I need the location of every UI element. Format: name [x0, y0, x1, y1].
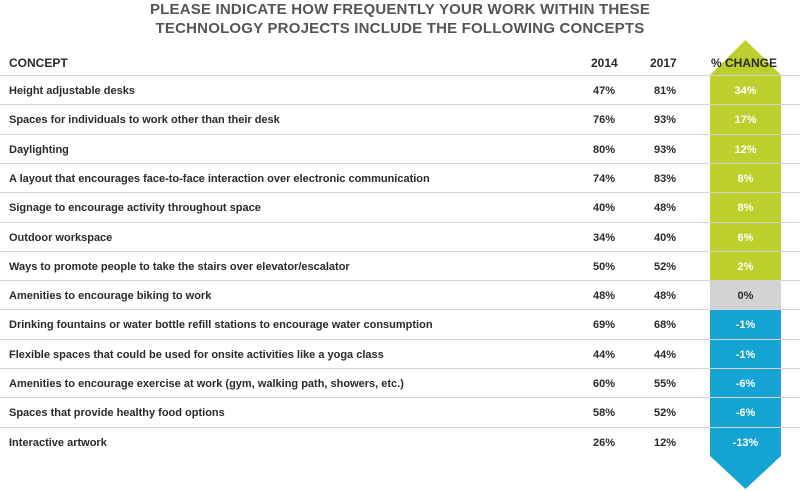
- value-2017: 52%: [654, 260, 677, 273]
- change-label: 12%: [734, 143, 757, 156]
- header-2014: 2014: [591, 56, 618, 70]
- value-2014: 44%: [593, 348, 616, 361]
- concept-cell: Signage to encourage activity throughout space: [9, 202, 261, 215]
- change-label: -1%: [735, 348, 756, 361]
- title-line-1: PLEASE INDICATE HOW FREQUENTLY YOUR WORK WITHIN THESE: [149, 1, 651, 18]
- value-2017: 81%: [654, 85, 677, 97]
- value-2017: 48%: [654, 290, 677, 303]
- value-2017: 83%: [654, 172, 677, 185]
- header-change: % CHANGE: [711, 56, 778, 70]
- table-row: [0, 75, 800, 104]
- value-2014: 34%: [593, 231, 616, 244]
- concept-cell: Drinking fountains or water bottle refill stations to encourage water consumption: [9, 319, 433, 332]
- change-label: 6%: [737, 231, 754, 244]
- concept-cell: Spaces that provide healthy food options: [9, 407, 225, 420]
- table-row: [0, 309, 800, 338]
- change-label: -6%: [735, 407, 756, 420]
- value-2014: 58%: [593, 407, 616, 420]
- table-row: [0, 280, 800, 309]
- table-row: [0, 192, 800, 221]
- change-label: 8%: [737, 172, 754, 185]
- table-row: [0, 222, 800, 251]
- concept-cell: Height adjustable desks: [9, 85, 135, 97]
- table-row: [0, 251, 800, 280]
- value-2014: 74%: [593, 172, 616, 185]
- header-2017: 2017: [650, 56, 677, 70]
- change-label: 2%: [737, 260, 754, 273]
- value-2014: 50%: [593, 260, 616, 273]
- value-2014: 48%: [593, 290, 616, 303]
- concept-cell: Amenities to encourage exercise at work (gym, walking path, showers, etc.): [9, 378, 404, 390]
- change-label: 0%: [737, 290, 754, 303]
- change-label: -13%: [732, 436, 759, 449]
- table-row: [0, 397, 800, 426]
- table-header: [0, 46, 800, 75]
- value-2014: 40%: [593, 202, 616, 215]
- table-row: [0, 104, 800, 133]
- table-row: [0, 368, 800, 397]
- value-2014: 60%: [593, 378, 616, 390]
- value-2014: 69%: [593, 319, 616, 332]
- concept-cell: Daylighting: [9, 143, 69, 156]
- value-2017: 93%: [654, 143, 677, 156]
- value-2017: 12%: [654, 436, 677, 449]
- arrow-head-down: [710, 456, 781, 489]
- change-label: 17%: [734, 114, 757, 127]
- value-2017: 93%: [654, 114, 677, 127]
- table-row: [0, 163, 800, 192]
- value-2017: 44%: [654, 348, 677, 361]
- concept-cell: Outdoor workspace: [9, 231, 113, 244]
- concept-cell: Flexible spaces that could be used for onsite activities like a yoga class: [9, 348, 384, 361]
- value-2017: 48%: [654, 202, 677, 215]
- concept-cell: A layout that encourages face-to-face interaction over electronic communication: [9, 172, 430, 185]
- change-label: 8%: [737, 202, 754, 215]
- value-2014: 47%: [593, 85, 616, 97]
- change-label: 34%: [734, 85, 757, 97]
- table-row: [0, 427, 800, 456]
- concept-cell: Interactive artwork: [9, 436, 107, 449]
- concept-cell: Ways to promote people to take the stairs over elevator/escalator: [9, 260, 350, 273]
- change-label: -1%: [735, 319, 756, 332]
- value-2014: 76%: [593, 114, 616, 127]
- header-concept: CONCEPT: [9, 56, 68, 70]
- value-2017: 55%: [654, 378, 677, 390]
- value-2014: 26%: [593, 436, 616, 449]
- title-line-2: TECHNOLOGY PROJECTS INCLUDE THE FOLLOWING CONCEPTS: [155, 20, 645, 37]
- value-2017: 52%: [654, 407, 677, 420]
- change-label: -6%: [735, 378, 756, 390]
- concept-cell: Spaces for individuals to work other than their desk: [9, 114, 280, 127]
- concept-cell: Amenities to encourage biking to work: [9, 290, 212, 303]
- value-2014: 80%: [593, 143, 616, 156]
- table-row: [0, 339, 800, 368]
- value-2017: 40%: [654, 231, 677, 244]
- value-2017: 68%: [654, 319, 677, 332]
- table-row: [0, 134, 800, 163]
